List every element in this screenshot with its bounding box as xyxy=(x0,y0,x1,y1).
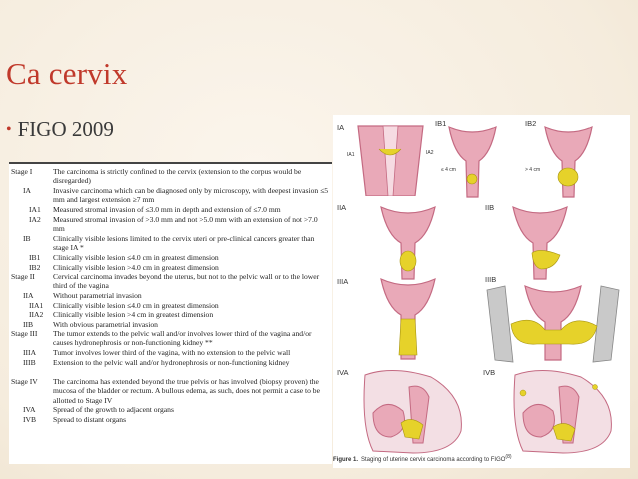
stage-cell: IA2 xyxy=(29,215,41,224)
stage-cell: Stage III xyxy=(11,329,38,338)
description-cell: Clinically visible lesion ≤4.0 cm in greatest dimension xyxy=(53,301,219,310)
label-ib1: IB1 xyxy=(435,119,447,128)
diagram-iiia xyxy=(373,275,443,363)
tumor-shape xyxy=(399,319,417,355)
label-iia: IIA xyxy=(337,203,347,212)
description-cell: Clinically visible lesion >4 cm in greatest dimension xyxy=(53,310,214,319)
diagram-iva xyxy=(353,367,473,457)
stage-cell: IIIB xyxy=(23,358,36,367)
stage-cell: Stage IV xyxy=(11,377,38,386)
stage-cell: IIA2 xyxy=(29,310,44,319)
stage-cell: IVB xyxy=(23,415,37,424)
stage-cell: Stage II xyxy=(11,272,35,281)
diagram-iia xyxy=(373,203,443,283)
tumor-shape xyxy=(467,174,477,184)
caption-label: Figure 1. xyxy=(333,457,359,463)
bladder-shape xyxy=(373,404,405,437)
bullet-item xyxy=(6,117,114,142)
label-gt4: > 4 cm xyxy=(525,167,541,173)
caption-ref: (8) xyxy=(505,454,512,460)
uterus-shape xyxy=(449,127,496,197)
figure-caption xyxy=(333,454,630,463)
description-cell: Spread of the growth to adjacent organs xyxy=(53,405,174,414)
diagram-iib xyxy=(505,203,575,283)
description-cell: Spread to distant organs xyxy=(53,415,127,424)
description-cell: Tumor involves lower third of the vagina, with no extension to the pelvic wall xyxy=(53,348,291,357)
metastasis-dot xyxy=(593,385,598,390)
metastasis-dot xyxy=(520,390,526,396)
description-cell: Invasive carcinoma which can be diagnosed only by microscopy, with deepest invasion ≤5 mm and largest extension ≥7 mm xyxy=(53,186,329,205)
staging-figure xyxy=(333,115,630,468)
description-cell: Extension to the pelvic wall and/or hydronephrosis or non-functioning kidney xyxy=(53,358,290,367)
tumor-shape xyxy=(558,168,578,186)
label-ib2: IB2 xyxy=(525,119,537,128)
caption-text: Staging of uterine cervix carcinoma according to FIGO xyxy=(361,457,506,463)
description-cell: Measured stromal invasion of ≤3.0 mm in depth and extension of ≤7.0 mm xyxy=(53,205,281,214)
figo-staging-table xyxy=(9,162,332,464)
slide-title: Ca cervix xyxy=(6,56,128,91)
pelvic-wall-left xyxy=(487,286,513,362)
label-ia: IA xyxy=(337,123,345,132)
diagram-ia xyxy=(353,121,428,196)
label-iva: IVA xyxy=(337,368,349,377)
description-cell: Measured stromal invasion of >3.0 mm and not >5.0 mm with an extension of not >7.0 mm xyxy=(53,215,318,234)
diagram-ib1 xyxy=(445,123,500,201)
description-cell: The tumor extends to the pelvic wall and/or involves lower third of the vagina and/or causes hydronephrosis or non-functioning kidney ** xyxy=(53,329,312,348)
description-cell: The carcinoma has extended beyond the true pelvis or has involved (biopsy proven) the mucosa of the bladder or rectum. A bullous edema, as such, does not permit a case to be allotted to Stage IV xyxy=(53,377,320,405)
diagram-ib2 xyxy=(541,123,596,201)
bladder-shape xyxy=(523,404,555,437)
description-cell: Clinically visible lesion >4.0 cm in greatest dimension xyxy=(53,263,219,272)
diagram-iiib xyxy=(483,280,623,365)
stage-cell: IIA xyxy=(23,291,34,300)
label-iiib: IIIB xyxy=(485,275,497,284)
stage-cell: IA1 xyxy=(29,205,41,214)
description-cell: Clinically visible lesion ≤4.0 cm in greatest dimension xyxy=(53,253,219,262)
label-ia2: IA2 xyxy=(426,150,434,156)
uterus-shape xyxy=(545,127,592,197)
label-ia1: IA1 xyxy=(347,152,355,158)
stage-cell: IVA xyxy=(23,405,36,414)
stage-cell: IB1 xyxy=(29,253,41,262)
pelvic-wall-right xyxy=(593,286,619,362)
description-cell: The carcinoma is strictly confined to the cervix (extension to the corpus would be disregarded) xyxy=(53,167,302,186)
description-cell: With obvious parametrial invasion xyxy=(53,320,158,329)
description-cell: Clinically visible lesions limited to the cervix uteri or pre-clinical cancers greater than stage IA * xyxy=(53,234,315,253)
label-ivb: IVB xyxy=(483,368,496,377)
diagram-ivb xyxy=(503,367,623,457)
tumor-shape xyxy=(532,250,560,269)
label-iiia: IIIA xyxy=(337,277,349,286)
stage-cell: IB2 xyxy=(29,263,41,272)
stage-cell: Stage I xyxy=(11,167,33,176)
stage-cell: IIA1 xyxy=(29,301,44,310)
bullet-text: FIGO 2009 xyxy=(17,117,114,141)
description-cell: Without parametrial invasion xyxy=(53,291,142,300)
description-cell: Cervical carcinoma invades beyond the uterus, but not to the pelvic wall or to the lower third of the vagina xyxy=(53,272,320,291)
stage-cell: IB xyxy=(23,234,31,243)
tumor-shape xyxy=(400,251,416,271)
label-iib: IIB xyxy=(485,203,495,212)
bullet-dot-icon: • xyxy=(6,121,12,138)
label-le4: ≤ 4 cm xyxy=(441,167,456,173)
stage-cell: IIB xyxy=(23,320,34,329)
stage-cell: IA xyxy=(23,186,32,195)
stage-cell: IIIA xyxy=(23,348,37,357)
